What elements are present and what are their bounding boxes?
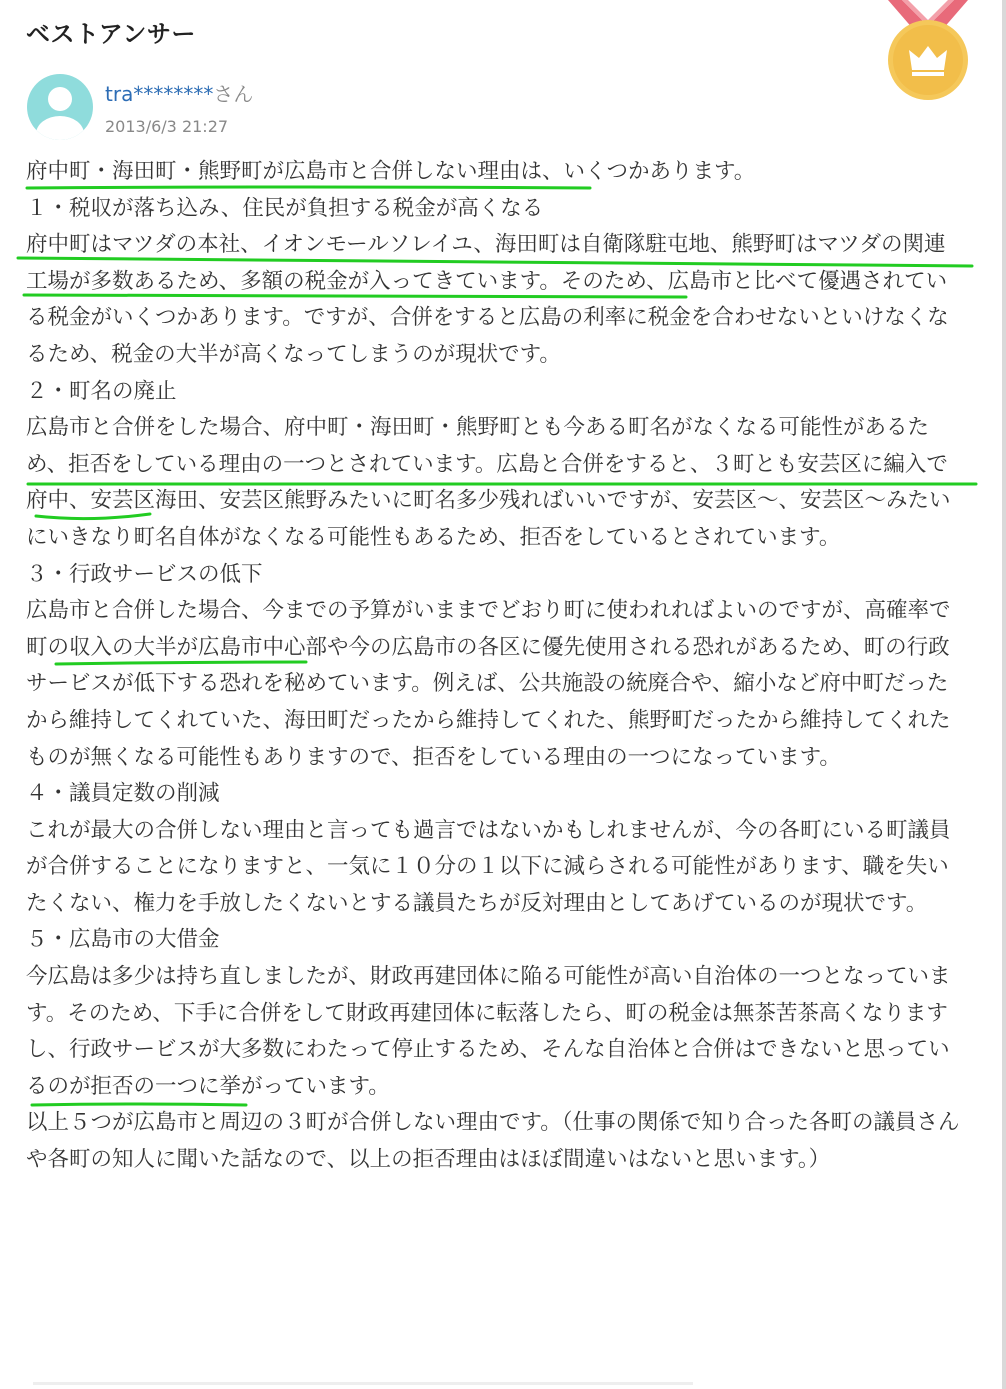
user-name-link[interactable] [105,78,253,107]
post-date: 2013/6/3 21:27 [105,117,229,136]
answer-paragraph: 今広島は多少は持ち直しましたが、財政再建団体に陥る可能性が高い自治体の一つとなっています。そのため、下手に合併をして財政再建団体に転落したら、町の税金は無茶苦茶高くなりますし、行政サービスが大多数にわたって停止するため、そんな自治体と合併はできないと思っているのが拒否の一つに挙がっています。 [26,964,951,1099]
answer-paragraph: 府中町はマツダの本社、イオンモールソレイユ、海田町は自衛隊駐屯地、熊野町はマツダの関連工場が多数あるため、多額の税金が入ってきています。そのため、広島市と比べて優遇されている税金がいくつかあります。ですが、合併をすると広島の利率に税金を合わせないといけなくなるため、税金の大半が高くなってしまうのが現状です。 [26,232,949,367]
answer-paragraph: ４・議員定数の削減 [26,781,220,807]
answer-body [26,154,961,1179]
answer-paragraph: 広島市と合併した場合、今までの予算がいままでどおり町に使われればよいのですが、高確率で町の収入の大半が広島市中心部や今の広島市の各区に優先使用される恐れがあるため、町の行政サービスが低下する恐れを秘めています。例えば、公共施設の統廃合や、縮小など府中町だったから維持してくれていた、海田町だったから維持してくれた、熊野町だったから維持してくれたものが無くなる可能性もありますので、拒否をしている理由の一つになっています。 [26,598,951,770]
answer-paragraph: ２・町名の廃止 [26,378,177,404]
answer-paragraph: 広島市と合併をした場合、府中町・海田町・熊野町とも今ある町名がなくなる可能性があるため、拒否をしている理由の一つとされています。広島と合併をすると、３町とも安芸区に編入で府中、安芸区海田、安芸区熊野みたいに町名多少残ればいいですが、安芸区～、安芸区～みたいにいきなり町名自体がなくなる可能性もあるため、拒否をしているとされています。 [26,415,951,550]
answer-paragraph: １・税収が落ち込み、住民が負担する税金が高くなる [26,195,544,221]
answer-paragraph: 以上５つが広島市と周辺の３町が合併しない理由です。（仕事の関係で知り合った各町の議員さんや各町の知人に聞いた話なので、以上の拒否理由はほぼ間違いはないと思います。） [26,1110,960,1173]
user-id[interactable]: tra******** [105,82,214,106]
answer-paragraph: ３・行政サービスの低下 [26,561,263,587]
answer-paragraph: これが最大の合併しない理由と言っても過言ではないかもしれませんが、今の各町にいる町議員が合併することになりますと、一気に１０分の１以下に減らされる可能性があります、職を失いたくない、権力を手放したくないとする議員たちが反対理由としてあげているのが現状です。 [26,817,951,916]
crown-medal-icon [878,0,978,100]
answer-paragraph: ５・広島市の大借金 [26,927,220,953]
footer-divider [33,1382,693,1385]
right-border [1002,0,1006,1389]
answer-paragraph: 府中町・海田町・熊野町が広島市と合併しない理由は、いくつかあります。 [26,159,756,184]
best-answer-heading: ベストアンサー [26,20,196,48]
default-user-avatar-icon [27,74,93,140]
user-honorific: さん [213,82,254,106]
